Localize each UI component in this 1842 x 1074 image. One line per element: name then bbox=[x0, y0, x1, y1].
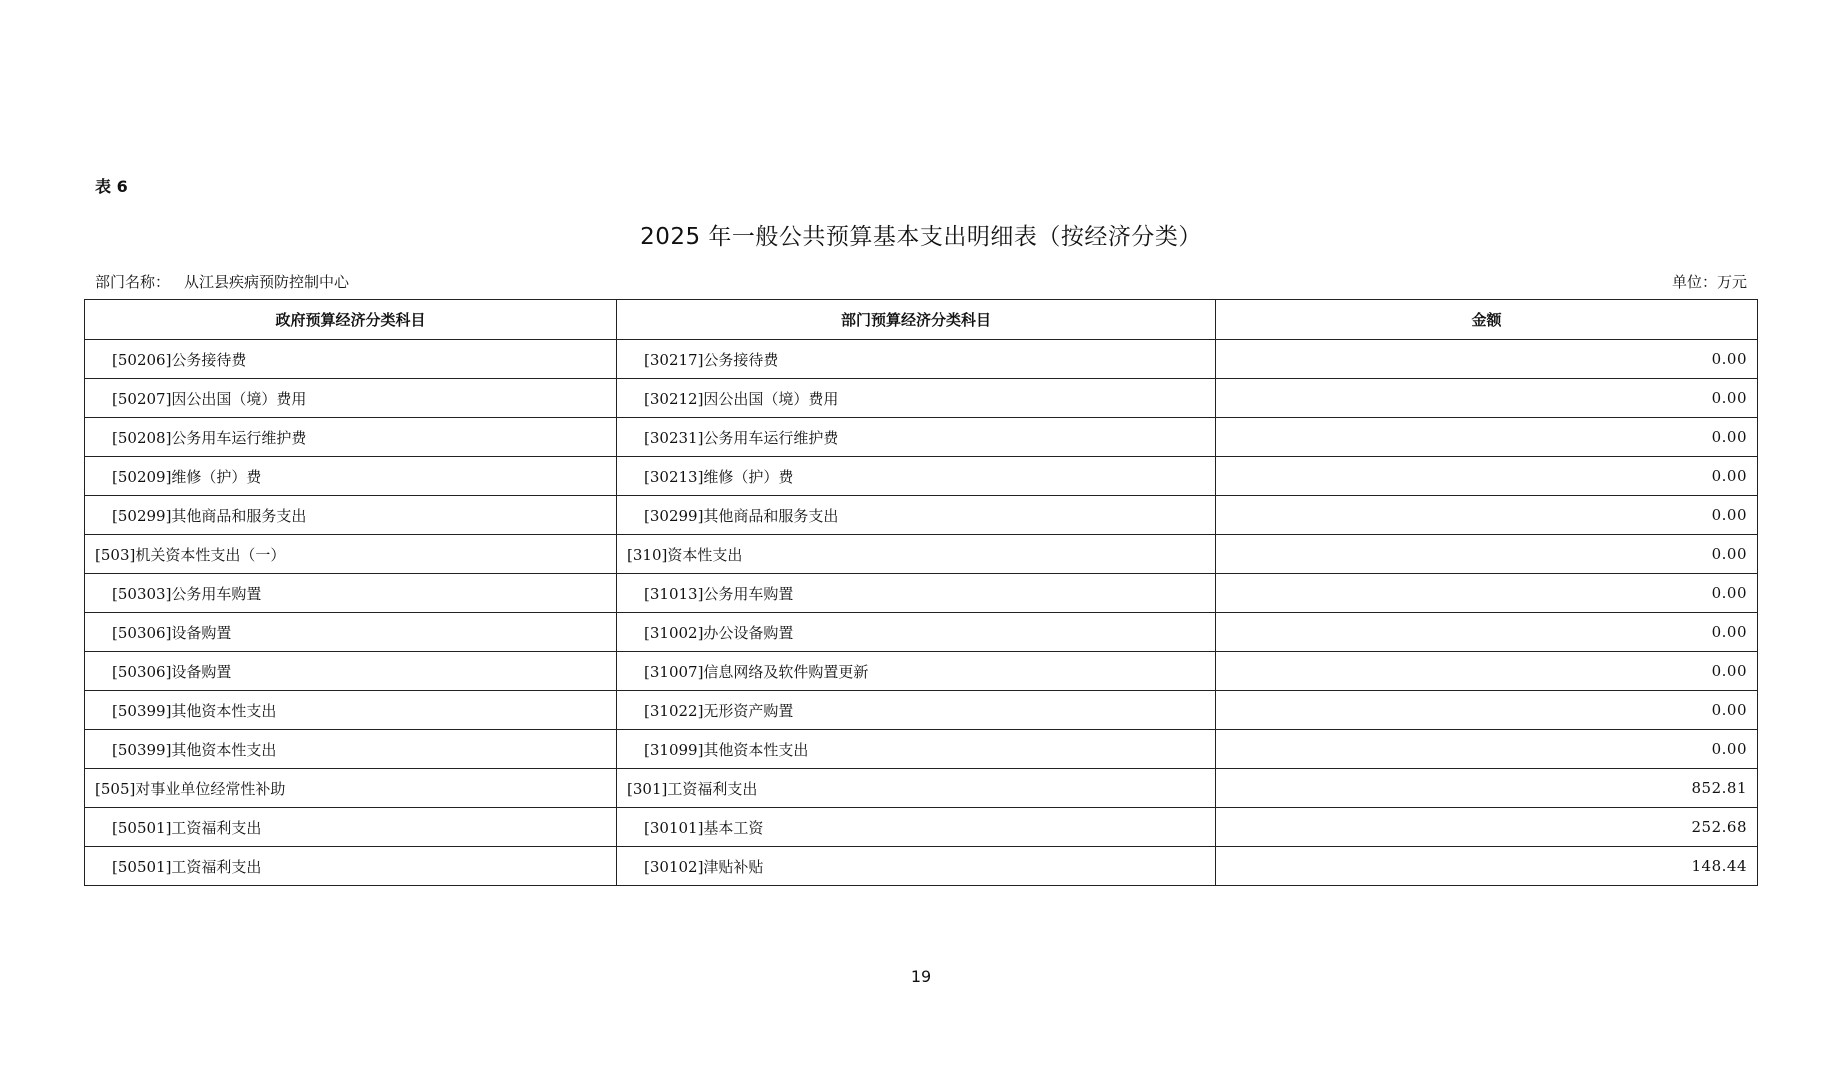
department-info bbox=[95, 271, 349, 292]
table-row bbox=[85, 418, 1758, 457]
amount-cell: 148.44 bbox=[1216, 847, 1758, 886]
table-row bbox=[85, 691, 1758, 730]
table-row bbox=[85, 613, 1758, 652]
department-label: 部门名称： bbox=[95, 273, 171, 291]
gov-category-cell: [50306]设备购置 bbox=[85, 613, 617, 652]
table-row bbox=[85, 847, 1758, 886]
table-header-row bbox=[85, 300, 1758, 340]
header-dept-category: 部门预算经济分类科目 bbox=[617, 300, 1216, 340]
table-row bbox=[85, 535, 1758, 574]
header-gov-category: 政府预算经济分类科目 bbox=[85, 300, 617, 340]
amount-cell: 0.00 bbox=[1216, 340, 1758, 379]
table-row bbox=[85, 379, 1758, 418]
table-body bbox=[85, 340, 1758, 886]
dept-category-cell: [310]资本性支出 bbox=[617, 535, 1216, 574]
dept-category-cell: [31013]公务用车购置 bbox=[617, 574, 1216, 613]
amount-cell: 852.81 bbox=[1216, 769, 1758, 808]
dept-category-cell: [31022]无形资产购置 bbox=[617, 691, 1216, 730]
gov-category-cell: [50501]工资福利支出 bbox=[85, 808, 617, 847]
gov-category-cell: [50399]其他资本性支出 bbox=[85, 691, 617, 730]
dept-category-cell: [30212]因公出国（境）费用 bbox=[617, 379, 1216, 418]
dept-category-cell: [31007]信息网络及软件购置更新 bbox=[617, 652, 1216, 691]
gov-category-cell: [50399]其他资本性支出 bbox=[85, 730, 617, 769]
gov-category-cell: [50303]公务用车购置 bbox=[85, 574, 617, 613]
table-row bbox=[85, 340, 1758, 379]
department-name: 从江县疾病预防控制中心 bbox=[184, 273, 350, 291]
dept-category-cell: [301]工资福利支出 bbox=[617, 769, 1216, 808]
gov-category-cell: [50208]公务用车运行维护费 bbox=[85, 418, 617, 457]
dept-category-cell: [30217]公务接待费 bbox=[617, 340, 1216, 379]
header-amount: 金额 bbox=[1216, 300, 1758, 340]
document-title: 2025 年一般公共预算基本支出明细表（按经济分类） bbox=[640, 224, 1202, 250]
dept-category-cell: [30102]津贴补贴 bbox=[617, 847, 1216, 886]
amount-cell: 0.00 bbox=[1216, 730, 1758, 769]
amount-cell: 0.00 bbox=[1216, 652, 1758, 691]
table-row bbox=[85, 808, 1758, 847]
gov-category-cell: [50306]设备购置 bbox=[85, 652, 617, 691]
amount-cell: 0.00 bbox=[1216, 379, 1758, 418]
amount-cell: 0.00 bbox=[1216, 691, 1758, 730]
table-row bbox=[85, 730, 1758, 769]
dept-category-cell: [30213]维修（护）费 bbox=[617, 457, 1216, 496]
dept-category-cell: [31002]办公设备购置 bbox=[617, 613, 1216, 652]
amount-cell: 252.68 bbox=[1216, 808, 1758, 847]
amount-cell: 0.00 bbox=[1216, 613, 1758, 652]
table-row bbox=[85, 769, 1758, 808]
dept-category-cell: [30231]公务用车运行维护费 bbox=[617, 418, 1216, 457]
budget-table bbox=[84, 299, 1758, 886]
gov-category-cell: [50206]公务接待费 bbox=[85, 340, 617, 379]
gov-category-cell: [505]对事业单位经常性补助 bbox=[85, 769, 617, 808]
table-label: 表 6 bbox=[95, 177, 128, 196]
amount-cell: 0.00 bbox=[1216, 535, 1758, 574]
unit-label: 单位：万元 bbox=[1671, 273, 1747, 291]
amount-cell: 0.00 bbox=[1216, 418, 1758, 457]
dept-category-cell: [30299]其他商品和服务支出 bbox=[617, 496, 1216, 535]
amount-cell: 0.00 bbox=[1216, 496, 1758, 535]
dept-category-cell: [31099]其他资本性支出 bbox=[617, 730, 1216, 769]
gov-category-cell: [50501]工资福利支出 bbox=[85, 847, 617, 886]
gov-category-cell: [50209]维修（护）费 bbox=[85, 457, 617, 496]
gov-category-cell: [503]机关资本性支出（一） bbox=[85, 535, 617, 574]
amount-cell: 0.00 bbox=[1216, 574, 1758, 613]
gov-category-cell: [50207]因公出国（境）费用 bbox=[85, 379, 617, 418]
table-row bbox=[85, 457, 1758, 496]
table-row bbox=[85, 652, 1758, 691]
table-row bbox=[85, 496, 1758, 535]
dept-category-cell: [30101]基本工资 bbox=[617, 808, 1216, 847]
page-number: 19 bbox=[910, 967, 932, 986]
gov-category-cell: [50299]其他商品和服务支出 bbox=[85, 496, 617, 535]
amount-cell: 0.00 bbox=[1216, 457, 1758, 496]
table-row bbox=[85, 574, 1758, 613]
